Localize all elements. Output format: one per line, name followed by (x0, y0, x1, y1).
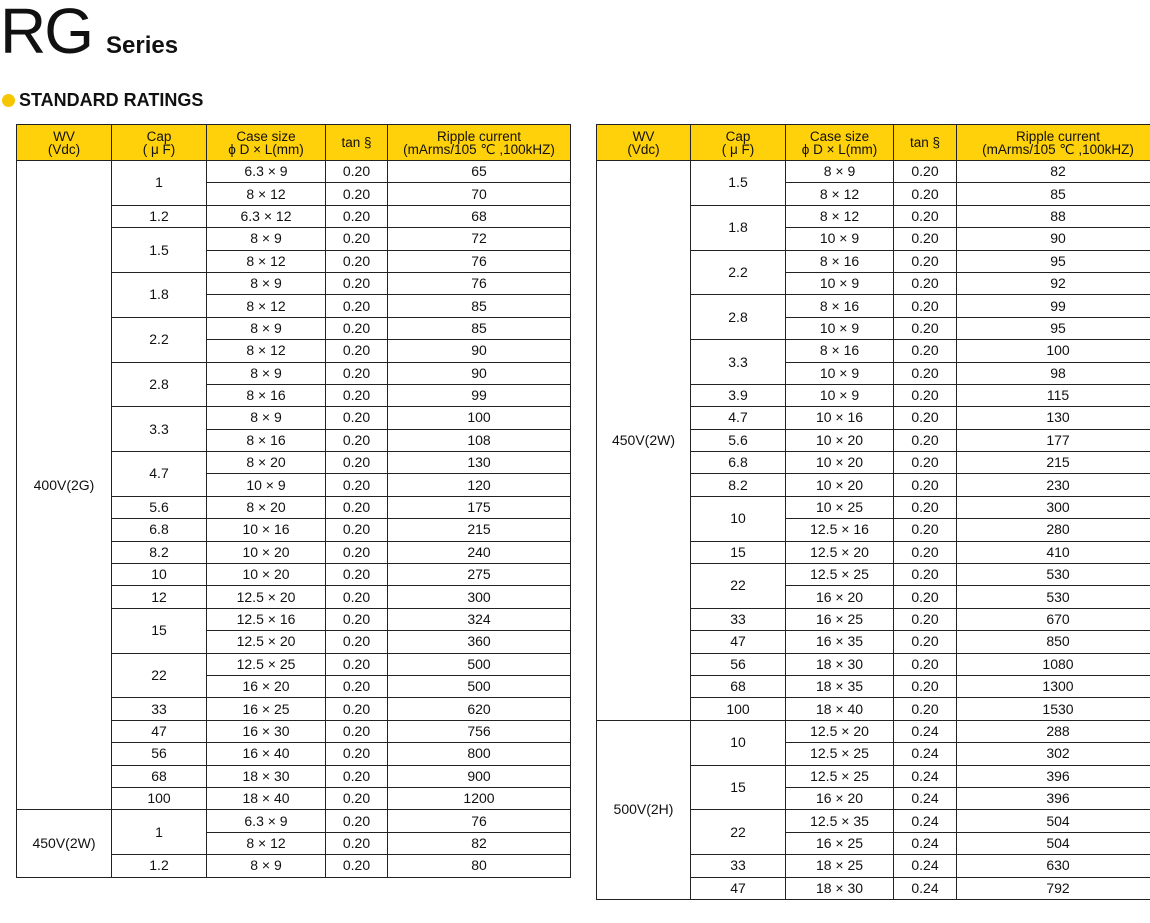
tan-cell: 0.20 (894, 429, 957, 451)
cap-cell: 6.8 (691, 452, 786, 474)
series-code: RG (0, 0, 92, 67)
cap-cell: 100 (112, 787, 207, 809)
case-size-cell: 12.5 × 20 (207, 631, 326, 653)
case-size-cell: 8 × 9 (207, 272, 326, 294)
tan-cell: 0.20 (894, 698, 957, 720)
tan-cell: 0.20 (894, 205, 957, 227)
cap-cell: 3.9 (691, 384, 786, 406)
ripple-cell: 756 (388, 720, 571, 742)
table-row (17, 161, 571, 183)
ratings-table-left (16, 124, 571, 878)
header-case-size: Case size ϕ D × L(mm) (207, 125, 326, 161)
tan-cell: 0.20 (326, 362, 388, 384)
tan-cell: 0.20 (894, 228, 957, 250)
ripple-cell: 1200 (388, 787, 571, 809)
case-size-cell: 8 × 12 (786, 205, 894, 227)
case-size-cell: 12.5 × 20 (786, 541, 894, 563)
tan-cell: 0.20 (326, 765, 388, 787)
header-row (597, 125, 1150, 161)
tan-cell: 0.24 (894, 877, 957, 899)
tan-cell: 0.20 (894, 362, 957, 384)
ripple-cell: 175 (388, 496, 571, 518)
header-tan: tan § (326, 125, 388, 161)
cap-cell: 68 (112, 765, 207, 787)
cap-cell: 2.8 (112, 362, 207, 407)
ripple-cell: 360 (388, 631, 571, 653)
tan-cell: 0.20 (326, 855, 388, 877)
ripple-cell: 1080 (957, 653, 1150, 675)
case-size-cell: 12.5 × 20 (207, 586, 326, 608)
cap-cell: 47 (691, 631, 786, 653)
case-size-cell: 16 × 30 (207, 720, 326, 742)
ripple-cell: 100 (388, 407, 571, 429)
case-size-cell: 10 × 9 (786, 228, 894, 250)
ripple-cell: 850 (957, 631, 1150, 653)
cap-cell: 1.5 (112, 228, 207, 273)
ripple-cell: 76 (388, 272, 571, 294)
cap-cell: 2.2 (691, 250, 786, 295)
ripple-cell: 108 (388, 429, 571, 451)
case-size-cell: 8 × 20 (207, 452, 326, 474)
case-size-cell: 8 × 16 (207, 429, 326, 451)
ripple-cell: 80 (388, 855, 571, 877)
case-size-cell: 16 × 25 (786, 608, 894, 630)
case-size-cell: 10 × 20 (786, 452, 894, 474)
cap-cell: 22 (112, 653, 207, 698)
ripple-cell: 82 (388, 832, 571, 854)
case-size-cell: 18 × 25 (786, 855, 894, 877)
ripple-cell: 90 (388, 362, 571, 384)
ripple-cell: 300 (388, 586, 571, 608)
case-size-cell: 8 × 16 (786, 250, 894, 272)
ripple-cell: 530 (957, 564, 1150, 586)
tan-cell: 0.20 (894, 608, 957, 630)
cap-cell: 56 (112, 743, 207, 765)
cap-cell: 1.8 (112, 272, 207, 317)
wv-cell: 400V(2G) (17, 161, 112, 810)
series-title (0, 0, 178, 68)
ripple-cell: 215 (957, 452, 1150, 474)
case-size-cell: 8 × 12 (786, 183, 894, 205)
cap-cell: 2.2 (112, 317, 207, 362)
case-size-cell: 6.3 × 12 (207, 205, 326, 227)
case-size-cell: 8 × 9 (786, 161, 894, 183)
cap-cell: 56 (691, 653, 786, 675)
case-size-cell: 8 × 16 (786, 340, 894, 362)
ripple-cell: 230 (957, 474, 1150, 496)
tan-cell: 0.20 (326, 832, 388, 854)
cap-cell: 5.6 (691, 429, 786, 451)
case-size-cell: 10 × 9 (786, 317, 894, 339)
tan-cell: 0.20 (894, 474, 957, 496)
tan-cell: 0.24 (894, 787, 957, 809)
cap-cell: 15 (691, 765, 786, 810)
case-size-cell: 8 × 12 (207, 832, 326, 854)
tan-cell: 0.20 (326, 317, 388, 339)
bullet-dot-icon (2, 94, 15, 107)
tan-cell: 0.20 (894, 631, 957, 653)
cap-cell: 47 (112, 720, 207, 742)
case-size-cell: 16 × 40 (207, 743, 326, 765)
tan-cell: 0.20 (894, 340, 957, 362)
ripple-cell: 396 (957, 765, 1150, 787)
case-size-cell: 8 × 9 (207, 317, 326, 339)
ripple-cell: 630 (957, 855, 1150, 877)
wv-cell: 450V(2W) (597, 161, 691, 721)
tan-cell: 0.20 (894, 675, 957, 697)
cap-cell: 1.8 (691, 205, 786, 250)
ratings-body-right (597, 161, 1150, 900)
ripple-cell: 65 (388, 161, 571, 183)
tan-cell: 0.24 (894, 720, 957, 742)
ratings-table-right (596, 124, 1150, 900)
cap-cell: 10 (691, 720, 786, 765)
ripple-cell: 1300 (957, 675, 1150, 697)
tan-cell: 0.20 (326, 474, 388, 496)
tan-cell: 0.20 (326, 272, 388, 294)
cap-cell: 15 (112, 608, 207, 653)
tan-cell: 0.20 (894, 250, 957, 272)
header-row (17, 125, 571, 161)
ripple-cell: 88 (957, 205, 1150, 227)
ripple-cell: 72 (388, 228, 571, 250)
ripple-cell: 82 (957, 161, 1150, 183)
cap-cell: 6.8 (112, 519, 207, 541)
ripple-cell: 100 (957, 340, 1150, 362)
section-heading (2, 90, 203, 111)
case-size-cell: 10 × 16 (207, 519, 326, 541)
ripple-cell: 99 (957, 295, 1150, 317)
case-size-cell: 12.5 × 16 (207, 608, 326, 630)
ripple-cell: 620 (388, 698, 571, 720)
ripple-cell: 95 (957, 317, 1150, 339)
tan-cell: 0.20 (894, 161, 957, 183)
table-row (597, 720, 1150, 742)
ripple-cell: 115 (957, 384, 1150, 406)
case-size-cell: 10 × 20 (786, 429, 894, 451)
ripple-cell: 130 (957, 407, 1150, 429)
ripple-cell: 500 (388, 675, 571, 697)
cap-cell: 47 (691, 877, 786, 899)
case-size-cell: 12.5 × 25 (207, 653, 326, 675)
header-ripple: Ripple current (mArms/105 ℃ ,100kHZ) (388, 125, 571, 161)
table-row (17, 810, 571, 832)
tan-cell: 0.20 (326, 429, 388, 451)
tan-cell: 0.20 (326, 586, 388, 608)
tan-cell: 0.20 (326, 250, 388, 272)
ripple-cell: 85 (388, 317, 571, 339)
case-size-cell: 8 × 12 (207, 295, 326, 317)
tan-cell: 0.20 (326, 675, 388, 697)
tan-cell: 0.20 (326, 205, 388, 227)
header-tan: tan § (894, 125, 957, 161)
cap-cell: 4.7 (691, 407, 786, 429)
ripple-cell: 410 (957, 541, 1150, 563)
cap-cell: 10 (112, 564, 207, 586)
case-size-cell: 8 × 16 (786, 295, 894, 317)
tan-cell: 0.20 (894, 295, 957, 317)
ratings-body-left (17, 161, 571, 878)
cap-cell: 33 (112, 698, 207, 720)
tan-cell: 0.20 (326, 384, 388, 406)
ripple-cell: 85 (388, 295, 571, 317)
tan-cell: 0.20 (894, 653, 957, 675)
tan-cell: 0.20 (326, 608, 388, 630)
ripple-cell: 302 (957, 743, 1150, 765)
cap-cell: 33 (691, 855, 786, 877)
case-size-cell: 18 × 30 (786, 653, 894, 675)
ripple-cell: 120 (388, 474, 571, 496)
case-size-cell: 8 × 12 (207, 183, 326, 205)
tan-cell: 0.20 (326, 787, 388, 809)
case-size-cell: 8 × 12 (207, 340, 326, 362)
cap-cell: 3.3 (112, 407, 207, 452)
tan-cell: 0.24 (894, 832, 957, 854)
cap-cell: 8.2 (112, 541, 207, 563)
cap-cell: 5.6 (112, 496, 207, 518)
tan-cell: 0.20 (894, 564, 957, 586)
tan-cell: 0.20 (894, 384, 957, 406)
case-size-cell: 10 × 25 (786, 496, 894, 518)
case-size-cell: 10 × 9 (786, 272, 894, 294)
cap-cell: 1.5 (691, 161, 786, 206)
case-size-cell: 10 × 9 (207, 474, 326, 496)
cap-cell: 68 (691, 675, 786, 697)
header-case-size: Case size ϕ D × L(mm) (786, 125, 894, 161)
header-cap: Cap ( μ F) (112, 125, 207, 161)
case-size-cell: 18 × 30 (786, 877, 894, 899)
tan-cell: 0.20 (326, 340, 388, 362)
ripple-cell: 92 (957, 272, 1150, 294)
ripple-cell: 177 (957, 429, 1150, 451)
ripple-cell: 76 (388, 810, 571, 832)
table-row (597, 161, 1150, 183)
tan-cell: 0.24 (894, 765, 957, 787)
cap-cell: 8.2 (691, 474, 786, 496)
header-wv: WV (Vdc) (17, 125, 112, 161)
case-size-cell: 16 × 25 (786, 832, 894, 854)
tan-cell: 0.20 (894, 272, 957, 294)
ripple-cell: 90 (957, 228, 1150, 250)
cap-cell: 2.8 (691, 295, 786, 340)
case-size-cell: 8 × 9 (207, 228, 326, 250)
ripple-cell: 280 (957, 519, 1150, 541)
tan-cell: 0.20 (326, 228, 388, 250)
header-cap: Cap ( μ F) (691, 125, 786, 161)
ripple-cell: 800 (388, 743, 571, 765)
case-size-cell: 6.3 × 9 (207, 810, 326, 832)
ripple-cell: 215 (388, 519, 571, 541)
ripple-cell: 396 (957, 787, 1150, 809)
ripple-cell: 130 (388, 452, 571, 474)
ripple-cell: 90 (388, 340, 571, 362)
tan-cell: 0.20 (326, 161, 388, 183)
header-wv: WV (Vdc) (597, 125, 691, 161)
tan-cell: 0.20 (326, 519, 388, 541)
ripple-cell: 85 (957, 183, 1150, 205)
ripple-cell: 504 (957, 832, 1150, 854)
ripple-cell: 99 (388, 384, 571, 406)
case-size-cell: 18 × 40 (786, 698, 894, 720)
cap-cell: 33 (691, 608, 786, 630)
tan-cell: 0.20 (326, 720, 388, 742)
ripple-cell: 900 (388, 765, 571, 787)
ripple-cell: 68 (388, 205, 571, 227)
cap-cell: 10 (691, 496, 786, 541)
tan-cell: 0.20 (326, 496, 388, 518)
tan-cell: 0.20 (326, 452, 388, 474)
ripple-cell: 670 (957, 608, 1150, 630)
ripple-cell: 530 (957, 586, 1150, 608)
cap-cell: 3.3 (691, 340, 786, 385)
tan-cell: 0.24 (894, 855, 957, 877)
tan-cell: 0.24 (894, 810, 957, 832)
tan-cell: 0.20 (326, 631, 388, 653)
case-size-cell: 8 × 12 (207, 250, 326, 272)
cap-cell: 1.2 (112, 205, 207, 227)
case-size-cell: 12.5 × 25 (786, 564, 894, 586)
case-size-cell: 8 × 9 (207, 855, 326, 877)
case-size-cell: 18 × 40 (207, 787, 326, 809)
tan-cell: 0.20 (894, 541, 957, 563)
tan-cell: 0.20 (326, 653, 388, 675)
case-size-cell: 8 × 16 (207, 384, 326, 406)
case-size-cell: 12.5 × 20 (786, 720, 894, 742)
series-label: Series (106, 32, 179, 59)
case-size-cell: 12.5 × 25 (786, 765, 894, 787)
cap-cell: 12 (112, 586, 207, 608)
ripple-cell: 792 (957, 877, 1150, 899)
case-size-cell: 10 × 20 (786, 474, 894, 496)
cap-cell: 100 (691, 698, 786, 720)
section-label: STANDARD RATINGS (19, 90, 204, 110)
ripple-cell: 275 (388, 564, 571, 586)
cap-cell: 4.7 (112, 452, 207, 497)
case-size-cell: 12.5 × 25 (786, 743, 894, 765)
ripple-cell: 288 (957, 720, 1150, 742)
tan-cell: 0.20 (326, 743, 388, 765)
ripple-cell: 240 (388, 541, 571, 563)
case-size-cell: 16 × 20 (786, 586, 894, 608)
case-size-cell: 10 × 9 (786, 362, 894, 384)
case-size-cell: 18 × 30 (207, 765, 326, 787)
wv-cell: 450V(2W) (17, 810, 112, 877)
ripple-cell: 504 (957, 810, 1150, 832)
case-size-cell: 6.3 × 9 (207, 161, 326, 183)
case-size-cell: 10 × 20 (207, 564, 326, 586)
case-size-cell: 10 × 16 (786, 407, 894, 429)
case-size-cell: 16 × 25 (207, 698, 326, 720)
tan-cell: 0.24 (894, 743, 957, 765)
tan-cell: 0.20 (326, 295, 388, 317)
tan-cell: 0.20 (326, 564, 388, 586)
case-size-cell: 8 × 9 (207, 362, 326, 384)
cap-cell: 1 (112, 810, 207, 855)
ripple-cell: 95 (957, 250, 1150, 272)
tan-cell: 0.20 (894, 183, 957, 205)
tan-cell: 0.20 (894, 586, 957, 608)
case-size-cell: 12.5 × 16 (786, 519, 894, 541)
case-size-cell: 10 × 9 (786, 384, 894, 406)
header-ripple: Ripple current (mArms/105 ℃ ,100kHZ) (957, 125, 1150, 161)
case-size-cell: 12.5 × 35 (786, 810, 894, 832)
tan-cell: 0.20 (326, 698, 388, 720)
tan-cell: 0.20 (326, 541, 388, 563)
tan-cell: 0.20 (326, 407, 388, 429)
case-size-cell: 16 × 20 (207, 675, 326, 697)
case-size-cell: 10 × 20 (207, 541, 326, 563)
cap-cell: 15 (691, 541, 786, 563)
ripple-cell: 76 (388, 250, 571, 272)
cap-cell: 1.2 (112, 855, 207, 877)
tan-cell: 0.20 (326, 810, 388, 832)
case-size-cell: 16 × 35 (786, 631, 894, 653)
tan-cell: 0.20 (894, 407, 957, 429)
tan-cell: 0.20 (326, 183, 388, 205)
tan-cell: 0.20 (894, 519, 957, 541)
cap-cell: 22 (691, 810, 786, 855)
cap-cell: 22 (691, 564, 786, 609)
ripple-cell: 300 (957, 496, 1150, 518)
case-size-cell: 18 × 35 (786, 675, 894, 697)
wv-cell: 500V(2H) (597, 720, 691, 899)
ripple-cell: 500 (388, 653, 571, 675)
case-size-cell: 8 × 9 (207, 407, 326, 429)
ripple-cell: 324 (388, 608, 571, 630)
ripple-cell: 98 (957, 362, 1150, 384)
case-size-cell: 8 × 20 (207, 496, 326, 518)
cap-cell: 1 (112, 161, 207, 206)
case-size-cell: 16 × 20 (786, 787, 894, 809)
tan-cell: 0.20 (894, 452, 957, 474)
ripple-cell: 1530 (957, 698, 1150, 720)
tan-cell: 0.20 (894, 317, 957, 339)
tan-cell: 0.20 (894, 496, 957, 518)
ripple-cell: 70 (388, 183, 571, 205)
